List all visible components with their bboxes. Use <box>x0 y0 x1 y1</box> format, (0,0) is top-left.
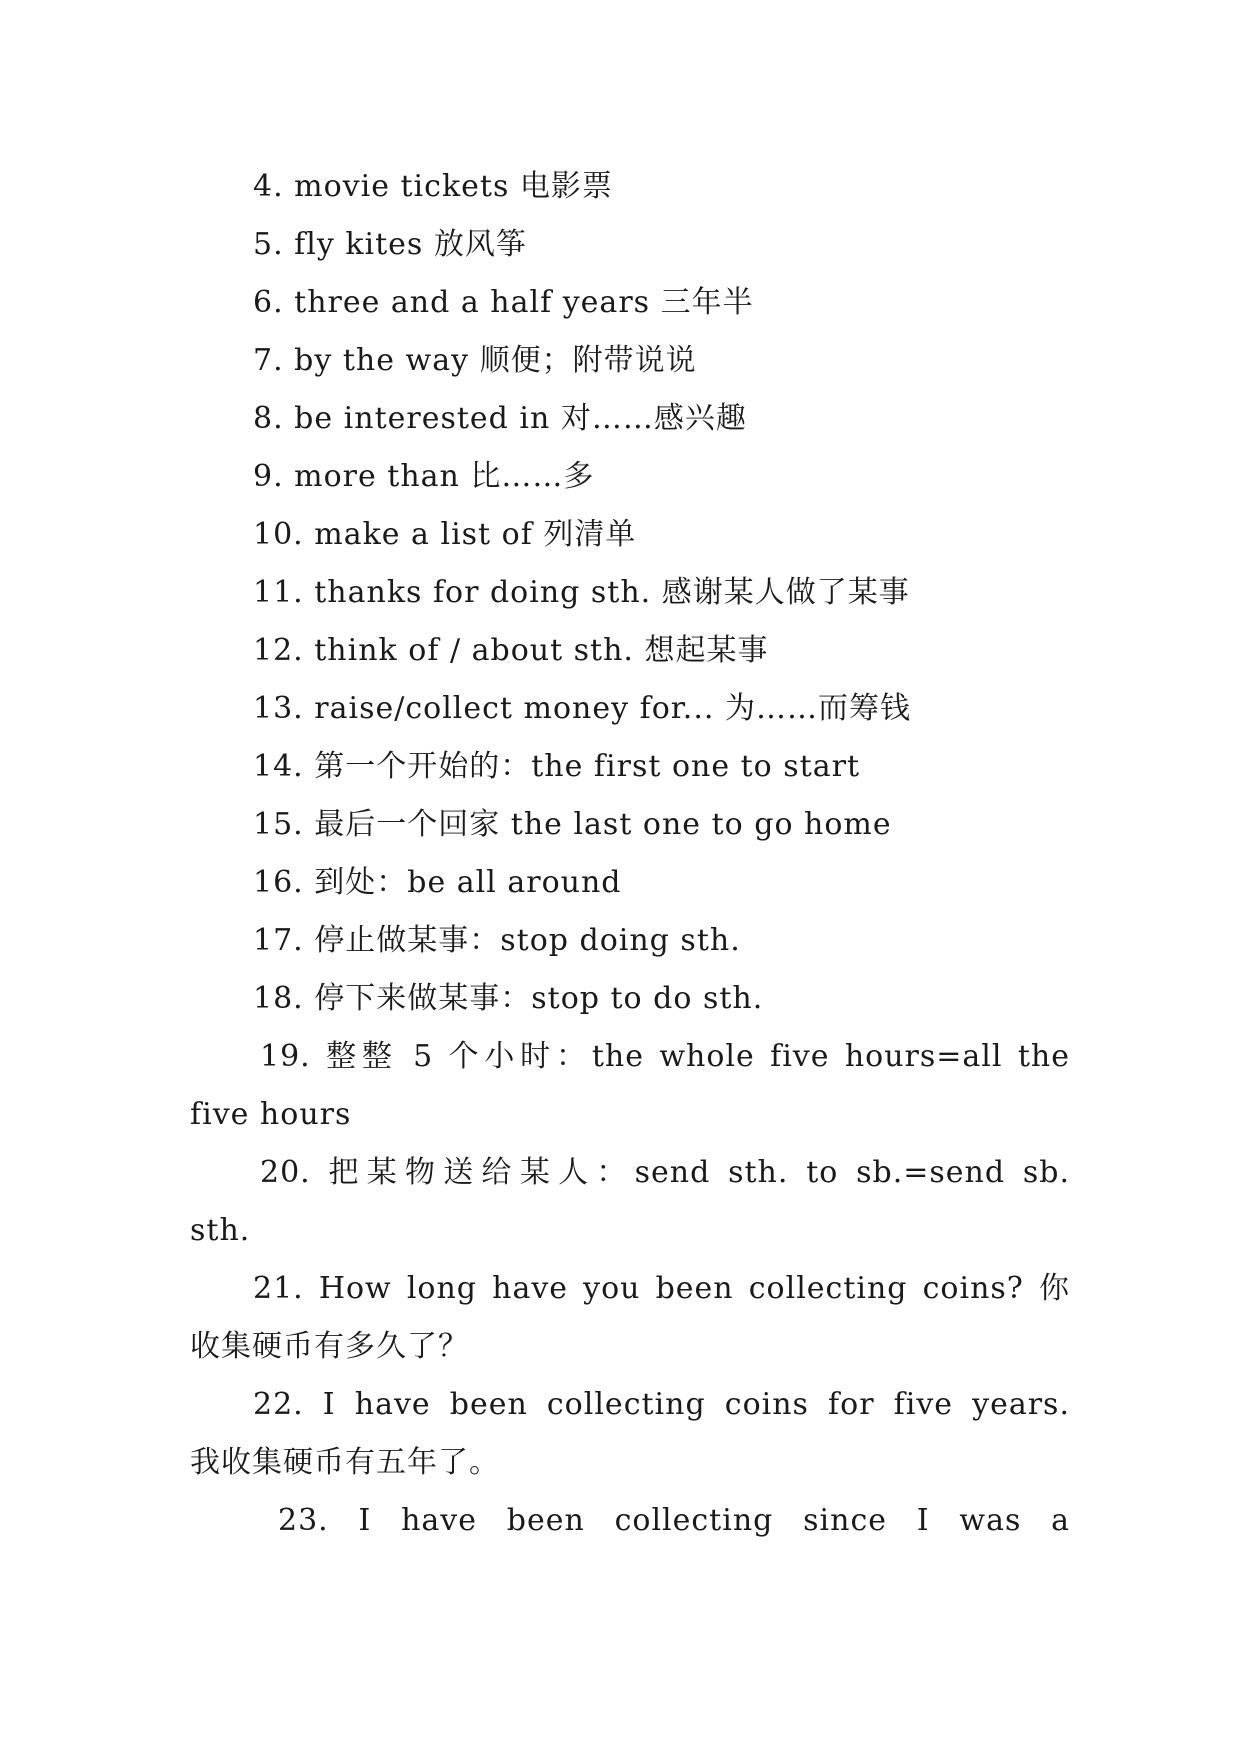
list-item-continuation: five hours <box>190 1097 352 1132</box>
list-item: 23. I have been collecting since I was a <box>278 1503 1070 1538</box>
list-item: 18. 停下来做某事：stop to do sth. <box>253 981 764 1016</box>
list-item-continuation: 我收集硬币有五年了。 <box>190 1445 500 1480</box>
list-item: 8. be interested in 对……感兴趣 <box>253 401 747 436</box>
list-item: 9. more than 比……多 <box>253 459 595 494</box>
list-item-continuation: 收集硬币有多久了？ <box>190 1329 469 1364</box>
list-item: 4. movie tickets 电影票 <box>253 169 613 204</box>
list-item: 12. think of / about sth. 想起某事 <box>253 633 769 668</box>
list-item: 6. three and a half years 三年半 <box>253 285 754 320</box>
list-item: 5. fly kites 放风筝 <box>253 227 527 262</box>
list-item: 14. 第一个开始的：the first one to start <box>253 749 860 784</box>
list-item: 10. make a list of 列清单 <box>253 517 637 552</box>
list-item: 13. raise/collect money for... 为……而筹钱 <box>253 691 911 726</box>
list-item-continuation: sth. <box>190 1213 251 1248</box>
list-item: 21. How long have you been collecting coins? 你 <box>253 1271 1070 1306</box>
list-item: 19. 整整 5 个小时：the whole five hours=all the <box>260 1039 1070 1074</box>
vocabulary-list <box>190 158 1070 1550</box>
list-item: 11. thanks for doing sth. 感谢某人做了某事 <box>253 575 910 610</box>
list-item: 15. 最后一个回家 the last one to go home <box>253 807 892 842</box>
list-item: 7. by the way 顺便；附带说说 <box>253 343 697 378</box>
list-item: 16. 到处：be all around <box>253 865 622 900</box>
list-item: 17. 停止做某事：stop doing sth. <box>253 923 741 958</box>
list-item: 22. I have been collecting coins for five years. <box>253 1387 1070 1422</box>
list-item: 20. 把某物送给某人：send sth. to sb.=send sb. <box>260 1155 1070 1190</box>
